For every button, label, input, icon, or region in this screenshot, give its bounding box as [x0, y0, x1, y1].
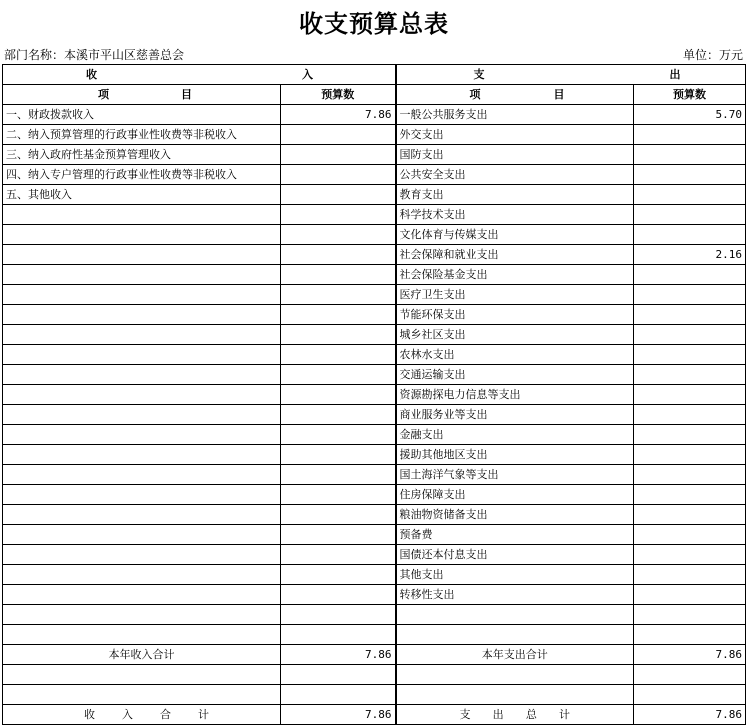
- grand-expense-char: 支: [459, 707, 471, 721]
- income-item-name: [3, 405, 281, 425]
- expense-item-name: 国债还本付息支出: [396, 545, 634, 565]
- header-row-2: [3, 85, 746, 105]
- income-item-value: [281, 545, 396, 565]
- income-item-value: [281, 285, 396, 305]
- expense-item-value: [634, 145, 746, 165]
- income-header-char: 收: [86, 67, 97, 81]
- income-item-name: [3, 465, 281, 485]
- year-income-total-label: 本年收入合计: [3, 645, 281, 665]
- expense-item-name: 国土海洋气象等支出: [396, 465, 634, 485]
- expense-item-value: [634, 125, 746, 145]
- expense-item-name: 社会保障和就业支出: [396, 245, 634, 265]
- expense-item-value: [634, 305, 746, 325]
- income-item-value: [281, 325, 396, 345]
- expense-item-value: [634, 565, 746, 585]
- income-item-name: 四、纳入专户管理的行政事业性收费等非税收入: [3, 165, 281, 185]
- income-item-name: [3, 285, 281, 305]
- expense-item-name: 资源勘探电力信息等支出: [396, 385, 634, 405]
- income-item-value: [281, 165, 396, 185]
- income-budget-header: 预算数: [281, 85, 396, 105]
- expense-item-name: 公共安全支出: [396, 165, 634, 185]
- expense-item-value: [634, 185, 746, 205]
- item-header-char: 目: [181, 87, 192, 101]
- table-row: [3, 185, 746, 205]
- item-header-char: 目: [553, 87, 565, 101]
- income-item-value: [281, 125, 396, 145]
- income-item-name: [3, 485, 281, 505]
- expense-item-value: [634, 345, 746, 365]
- expense-item-name: 转移性支出: [396, 585, 634, 605]
- unit-label: 单位：万元: [682, 48, 743, 62]
- budget-table: [2, 64, 746, 725]
- income-item-value: [281, 445, 396, 465]
- income-item-value: [281, 425, 396, 445]
- table-row: [3, 125, 746, 145]
- table-row: [3, 485, 746, 505]
- income-item-name: [3, 305, 281, 325]
- expense-header-cell: [396, 65, 746, 85]
- table-row: [3, 425, 746, 445]
- expense-item-value: [634, 405, 746, 425]
- grand-expense-char: 总: [525, 707, 537, 721]
- income-item-name: [3, 525, 281, 545]
- income-item-name: [3, 265, 281, 285]
- blank-row: [3, 685, 746, 705]
- income-item-value: [281, 265, 396, 285]
- grand-income-char: 入: [122, 707, 133, 721]
- grand-income-char: 收: [84, 707, 95, 721]
- income-item-name: [3, 345, 281, 365]
- grand-expense-total-label: [396, 705, 634, 725]
- table-row: [3, 225, 746, 245]
- table-row: [3, 265, 746, 285]
- grand-income-char: 合: [160, 707, 171, 721]
- expense-item-name: 商业服务业等支出: [396, 405, 634, 425]
- table-row: [3, 605, 746, 625]
- expense-item-value: [634, 265, 746, 285]
- table-row: [3, 565, 746, 585]
- income-header-cell: [3, 65, 396, 85]
- expense-item-value: [634, 205, 746, 225]
- expense-item-name: 粮油物资储备支出: [396, 505, 634, 525]
- table-row: [3, 525, 746, 545]
- grand-income-char: 计: [198, 707, 209, 721]
- expense-item-value: [634, 425, 746, 445]
- income-item-value: [281, 505, 396, 525]
- expense-item-value: [634, 225, 746, 245]
- expense-item-value: [634, 285, 746, 305]
- expense-item-value: 5.70: [634, 105, 746, 125]
- expense-item-name: 交通运输支出: [396, 365, 634, 385]
- expense-item-value: [634, 365, 746, 385]
- header-row-1: [3, 65, 746, 85]
- income-item-value: [281, 205, 396, 225]
- expense-item-name: 教育支出: [396, 185, 634, 205]
- expense-item-value: [634, 485, 746, 505]
- table-row: [3, 405, 746, 425]
- table-row: [3, 585, 746, 605]
- income-item-name: 三、纳入政府性基金预算管理收入: [3, 145, 281, 165]
- expense-item-value: [634, 505, 746, 525]
- expense-item-name: 节能环保支出: [396, 305, 634, 325]
- blank-row: [3, 625, 746, 645]
- expense-item-name: 社会保险基金支出: [396, 265, 634, 285]
- expense-item-value: [634, 445, 746, 465]
- income-item-value: [281, 405, 396, 425]
- expense-item-value: [634, 465, 746, 485]
- table-row: [3, 305, 746, 325]
- table-row: [3, 325, 746, 345]
- table-row: [3, 365, 746, 385]
- income-item-value: [281, 525, 396, 545]
- expense-item-name: 城乡社区支出: [396, 325, 634, 345]
- income-item-name: [3, 365, 281, 385]
- grand-expense-total-value: 7.86: [634, 705, 746, 725]
- income-item-name: [3, 225, 281, 245]
- grand-expense-char: 计: [558, 707, 570, 721]
- expense-budget-header: 预算数: [634, 85, 746, 105]
- income-item-name: 二、纳入预算管理的行政事业性收费等非税收入: [3, 125, 281, 145]
- expense-item-name: 援助其他地区支出: [396, 445, 634, 465]
- table-row: [3, 385, 746, 405]
- income-item-name: [3, 565, 281, 585]
- year-expense-total-value: 7.86: [634, 645, 746, 665]
- grand-expense-char: 出: [492, 707, 504, 721]
- table-row: [3, 545, 746, 565]
- expense-item-name: 住房保障支出: [396, 485, 634, 505]
- expense-item-name: [396, 605, 634, 625]
- grand-income-total-value: 7.86: [281, 705, 396, 725]
- income-item-value: [281, 245, 396, 265]
- income-item-value: [281, 605, 396, 625]
- table-row: [3, 205, 746, 225]
- table-row: [3, 105, 746, 125]
- blank-row: [3, 665, 746, 685]
- income-header-char: 入: [302, 67, 313, 81]
- item-header-char: 项: [469, 87, 481, 101]
- income-item-header: [3, 85, 281, 105]
- income-item-value: [281, 485, 396, 505]
- income-item-value: [281, 465, 396, 485]
- expense-item-value: 2.16: [634, 245, 746, 265]
- expense-item-value: [634, 545, 746, 565]
- income-item-value: [281, 585, 396, 605]
- expense-item-name: 农林水支出: [396, 345, 634, 365]
- expense-header-char: 出: [669, 67, 681, 81]
- expense-item-name: 科学技术支出: [396, 205, 634, 225]
- year-income-total-value: 7.86: [281, 645, 396, 665]
- income-item-name: [3, 585, 281, 605]
- year-total-row: [3, 645, 746, 665]
- income-item-name: [3, 605, 281, 625]
- expense-item-name: 一般公共服务支出: [396, 105, 634, 125]
- expense-item-value: [634, 385, 746, 405]
- income-item-value: [281, 365, 396, 385]
- expense-item-value: [634, 525, 746, 545]
- page-title: 收支预算总表: [299, 9, 449, 38]
- income-item-name: [3, 205, 281, 225]
- grand-income-total-label: [3, 705, 281, 725]
- table-row: [3, 285, 746, 305]
- grand-total-row: [3, 705, 746, 725]
- expense-item-name: 医疗卫生支出: [396, 285, 634, 305]
- table-row: [3, 505, 746, 525]
- expense-item-name: 金融支出: [396, 425, 634, 445]
- table-row: [3, 145, 746, 165]
- table-row: [3, 345, 746, 365]
- table-row: [3, 165, 746, 185]
- income-item-name: [3, 385, 281, 405]
- expense-item-name: 外交支出: [396, 125, 634, 145]
- income-item-name: [3, 325, 281, 345]
- income-item-value: [281, 565, 396, 585]
- income-item-name: 一、财政拨款收入: [3, 105, 281, 125]
- income-item-name: [3, 445, 281, 465]
- income-item-value: [281, 305, 396, 325]
- expense-header-char: 支: [473, 67, 485, 81]
- table-row: [3, 465, 746, 485]
- item-header-char: 项: [98, 87, 109, 101]
- income-item-value: [281, 145, 396, 165]
- expense-item-name: 预备费: [396, 525, 634, 545]
- income-item-name: [3, 545, 281, 565]
- income-item-name: 五、其他收入: [3, 185, 281, 205]
- income-item-value: [281, 185, 396, 205]
- department-name: 部门名称：本溪市平山区慈善总会: [4, 48, 185, 62]
- table-row: [3, 445, 746, 465]
- income-item-name: [3, 505, 281, 525]
- expense-item-value: [634, 325, 746, 345]
- year-expense-total-label: 本年支出合计: [396, 645, 634, 665]
- income-item-value: 7.86: [281, 105, 396, 125]
- income-item-name: [3, 425, 281, 445]
- expense-item-header: [396, 85, 634, 105]
- income-item-name: [3, 245, 281, 265]
- expense-item-value: [634, 585, 746, 605]
- income-item-value: [281, 385, 396, 405]
- expense-item-name: 其他支出: [396, 565, 634, 585]
- expense-item-name: 国防支出: [396, 145, 634, 165]
- expense-item-value: [634, 165, 746, 185]
- income-item-value: [281, 345, 396, 365]
- table-row: [3, 245, 746, 265]
- expense-item-name: 文化体育与传媒支出: [396, 225, 634, 245]
- income-item-value: [281, 225, 396, 245]
- expense-item-value: [634, 605, 746, 625]
